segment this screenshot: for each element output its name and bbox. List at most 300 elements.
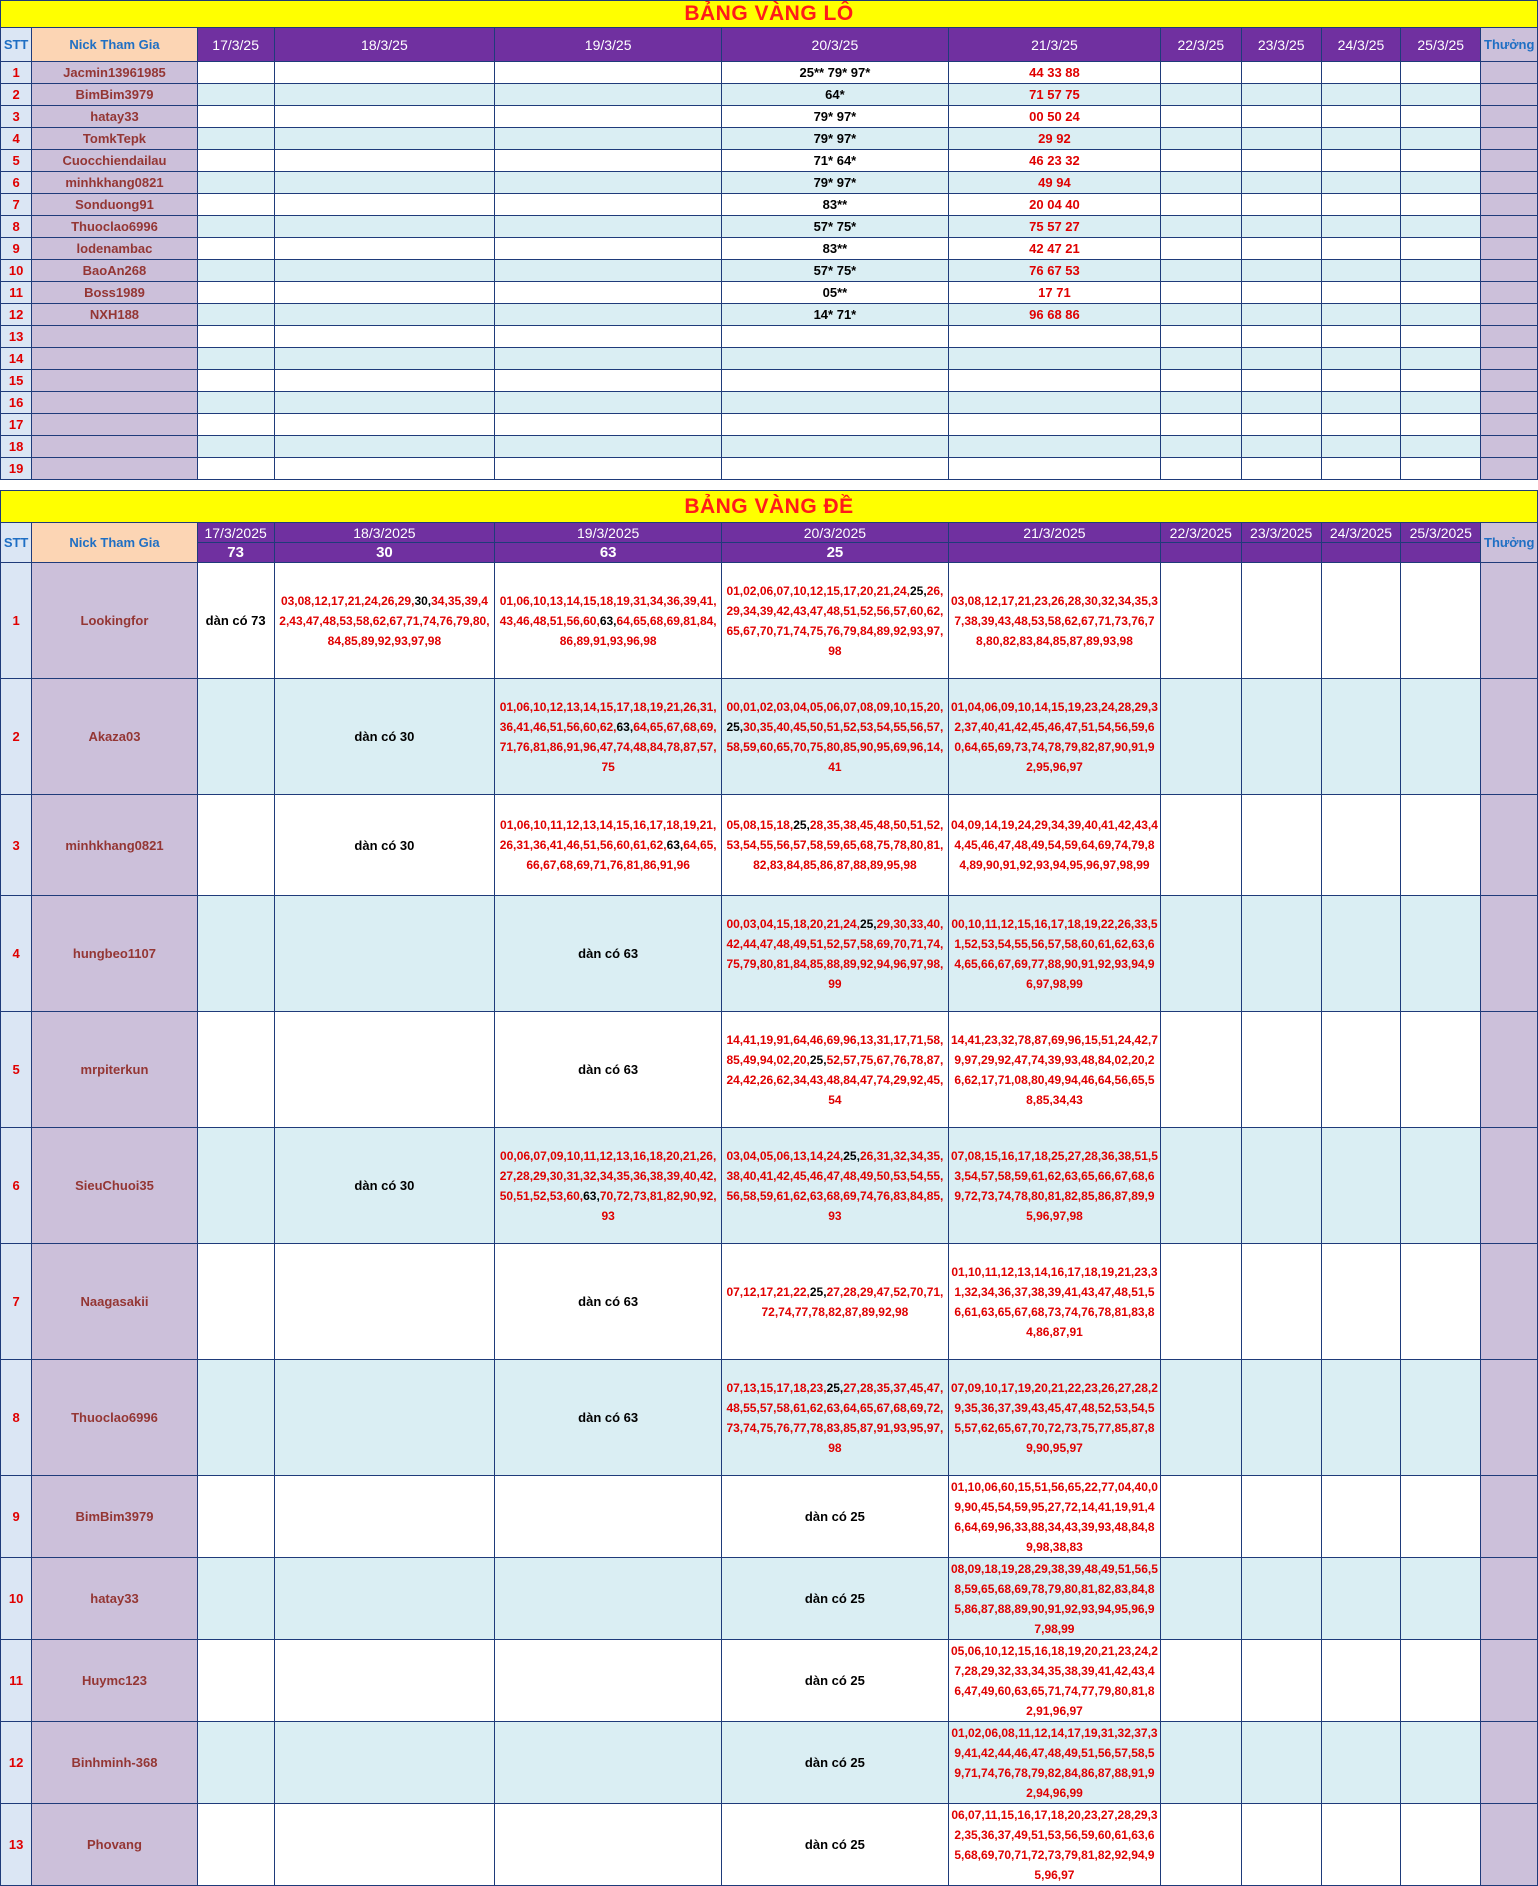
de-number: 94, xyxy=(1131,1847,1148,1862)
de-number: 57, xyxy=(926,719,944,734)
de-number: 42, xyxy=(1134,1032,1152,1047)
de-number: 42, xyxy=(1014,719,1032,734)
de-number: 81, xyxy=(683,613,700,628)
de-number: 74, xyxy=(422,613,440,628)
lo-row-cell xyxy=(495,392,722,414)
de-number: 21, xyxy=(776,1284,794,1299)
de-number: 15, xyxy=(776,916,794,931)
lo-row-pick-20 xyxy=(722,326,949,348)
de-number: 01, xyxy=(950,699,968,714)
de-number: 85, xyxy=(954,1581,1155,1616)
lo-row-prize xyxy=(1481,194,1538,216)
de-number: 04, xyxy=(793,699,810,714)
lo-row-cell xyxy=(1401,128,1481,150)
de-number: 67, xyxy=(666,719,684,734)
de-number: 19, xyxy=(1017,1380,1035,1395)
de-number: 87, xyxy=(683,739,700,754)
de-number: 23, xyxy=(1084,1807,1101,1822)
de-number: 73, xyxy=(1064,1420,1082,1435)
de-number: 13, xyxy=(1017,1264,1035,1279)
de-number: 23, xyxy=(1134,1264,1151,1279)
lo-row-cell xyxy=(1241,238,1321,260)
de-number: 68, xyxy=(1131,1168,1148,1183)
de-number: 84, xyxy=(793,956,810,971)
de-number: 64, xyxy=(843,1400,860,1415)
de-number: 98, xyxy=(1044,1621,1062,1636)
de-number: 95, xyxy=(910,1420,927,1435)
lo-row-nick xyxy=(32,458,198,480)
de-number: 39, xyxy=(1047,1284,1065,1299)
de-number: 38, xyxy=(843,818,860,832)
de-number: 93 xyxy=(828,1208,842,1223)
de-number: 48, xyxy=(633,739,650,754)
de-row xyxy=(1,1640,1538,1722)
de-number: 14, xyxy=(1081,1499,1098,1514)
de-number: 51, xyxy=(516,1188,534,1203)
de-number: 40, xyxy=(981,719,998,734)
de-number: 28, xyxy=(1134,1380,1152,1395)
de-number: 29, xyxy=(954,1380,1158,1415)
de-number: 21, xyxy=(666,699,684,714)
lo-row-cell xyxy=(1161,436,1241,458)
de-number: 43, xyxy=(793,603,810,618)
de-number: 52, xyxy=(826,1052,844,1067)
de-number: 46, xyxy=(1081,1072,1098,1087)
de-number: 89, xyxy=(1026,1519,1155,1554)
de-number: 61, xyxy=(1031,1168,1048,1183)
de-number: 57, xyxy=(1114,1745,1132,1760)
de-number: 19, xyxy=(1084,916,1101,931)
de-row-dan-note: dàn có 25 xyxy=(722,1476,949,1558)
de-number: 56, xyxy=(1114,719,1132,734)
de-row-cell xyxy=(274,1722,495,1804)
de-number: 60, xyxy=(583,719,600,734)
de-number: 51, xyxy=(1134,1148,1152,1163)
de-number: 31, xyxy=(699,699,717,714)
de-number: 74, xyxy=(1031,739,1048,754)
de-number: 96, xyxy=(1086,858,1103,872)
de-number: 38, xyxy=(1117,1148,1135,1163)
de-number: 11, xyxy=(984,916,1001,931)
de-number: 15, xyxy=(1084,1032,1102,1047)
de-number: 69, xyxy=(826,1032,844,1047)
de-number: 19, xyxy=(1001,818,1018,832)
de-number: 30, xyxy=(1084,593,1102,608)
de-number: 03, xyxy=(726,1148,744,1163)
de-number: 41, xyxy=(516,719,534,734)
de-number: 96, xyxy=(583,739,600,754)
de-number: 37, xyxy=(893,1380,910,1395)
lo-row-cell xyxy=(274,304,495,326)
de-number: 79, xyxy=(1097,1683,1115,1698)
de-number: 89, xyxy=(1014,1601,1032,1616)
de-number: 29, xyxy=(533,1168,550,1183)
de-number: 83, xyxy=(1114,1581,1132,1596)
de-row-cell xyxy=(1401,1244,1481,1360)
de-row-prize xyxy=(1481,1012,1538,1128)
de-number: 37, xyxy=(964,719,982,734)
de-header-prize: Thưởng xyxy=(1481,523,1538,563)
de-number: 98, xyxy=(1119,858,1137,872)
lo-row-cell xyxy=(1241,62,1321,84)
de-number: 24, xyxy=(1134,1643,1152,1658)
de-number: 85, xyxy=(926,1188,944,1203)
lo-row-cell xyxy=(197,348,274,370)
de-number: 13, xyxy=(549,593,567,608)
de-number: 21, xyxy=(1051,1380,1068,1395)
de-number: 48, xyxy=(726,1400,744,1415)
de-number: 65, xyxy=(776,739,794,754)
lo-row-pick-20: 79* 97* xyxy=(722,106,949,128)
de-number: 31, xyxy=(1100,1725,1118,1740)
lo-row-cell xyxy=(1161,282,1241,304)
lo-row xyxy=(1,260,1538,282)
de-result xyxy=(948,543,1160,563)
de-number: 69, xyxy=(954,1168,1155,1203)
de-number: 05, xyxy=(759,1148,777,1163)
de-number: 15, xyxy=(826,583,844,598)
de-number: 36, xyxy=(981,1400,998,1415)
lo-row-nick xyxy=(32,326,198,348)
de-number: 29, xyxy=(893,1072,910,1087)
de-number: 51, xyxy=(1034,1479,1052,1494)
lo-row-stt: 4 xyxy=(1,128,32,150)
lo-row-cell xyxy=(1321,282,1400,304)
de-number: 26, xyxy=(381,593,398,608)
de-number: 61, xyxy=(793,1400,810,1415)
de-number: 82, xyxy=(753,858,770,872)
lo-row-cell xyxy=(495,326,722,348)
de-number: 17, xyxy=(649,818,667,832)
de-number: 69, xyxy=(699,719,717,734)
de-number: 48, xyxy=(1047,1745,1065,1760)
lo-row-cell xyxy=(1401,172,1481,194)
de-row-cell xyxy=(495,1558,722,1640)
de-number: 73, xyxy=(633,1188,650,1203)
de-number: 87, xyxy=(1114,1188,1132,1203)
lo-row-cell xyxy=(1161,172,1241,194)
de-number: 17, xyxy=(1001,593,1018,608)
de-number: 83, xyxy=(893,1188,910,1203)
de-number: 80, xyxy=(1114,1683,1132,1698)
lo-board xyxy=(0,0,1538,480)
de-number: 51, xyxy=(954,916,1158,951)
de-number: 15, xyxy=(984,1148,1002,1163)
de-number: 98, xyxy=(1052,976,1070,991)
de-number: 19, xyxy=(1100,1264,1118,1279)
lo-row-cell xyxy=(1321,84,1400,106)
lo-row-cell xyxy=(1401,370,1481,392)
de-row xyxy=(1,1128,1538,1244)
lo-row-cell xyxy=(1321,238,1400,260)
de-number: 88, xyxy=(1114,1765,1132,1780)
de-number: 93, xyxy=(910,623,927,638)
de-number: 32, xyxy=(1001,1032,1018,1047)
de-number: 71, xyxy=(776,623,794,638)
lo-row-cell xyxy=(1321,260,1400,282)
de-row-prize xyxy=(1481,1640,1538,1722)
lo-row-cell xyxy=(1161,370,1241,392)
de-number: 67, xyxy=(1081,613,1098,628)
de-number: 70, xyxy=(893,936,910,951)
de-number: 28, xyxy=(1017,1561,1035,1576)
de-number: 60, xyxy=(1097,1827,1115,1842)
de-number: 57, xyxy=(843,1052,860,1067)
de-number: 33, xyxy=(910,916,927,931)
lo-row-cell xyxy=(274,128,495,150)
de-number: 84, xyxy=(327,633,345,648)
de-number: 93, xyxy=(1097,1519,1115,1534)
de-number: 25, xyxy=(826,1380,844,1395)
lo-row-cell xyxy=(1241,304,1321,326)
de-number: 24, xyxy=(1117,1032,1135,1047)
de-row-prize xyxy=(1481,1476,1538,1558)
de-number: 25, xyxy=(843,1148,860,1163)
de-number: 08, xyxy=(297,593,315,608)
de-number: 34, xyxy=(431,593,448,608)
lo-row-cell xyxy=(274,370,495,392)
de-row-nick: Binhminh-368 xyxy=(32,1722,198,1804)
de-number: 51, xyxy=(843,603,860,618)
de-number: 71, xyxy=(406,613,423,628)
de-number: 76, xyxy=(876,1188,894,1203)
de-row-cell xyxy=(1161,1360,1241,1476)
de-number: 69, xyxy=(876,936,894,951)
de-row-number-set xyxy=(948,1804,1160,1886)
de-number: 47, xyxy=(997,838,1015,852)
de-number: 54, xyxy=(910,1168,927,1183)
de-number: 66, xyxy=(981,956,998,971)
de-row-stt: 1 xyxy=(1,563,32,679)
de-number: 33, xyxy=(1134,916,1151,931)
de-number: 48, xyxy=(843,1168,860,1183)
de-number: 52, xyxy=(533,1188,550,1203)
de-number: 87, xyxy=(1052,1324,1070,1339)
de-number: 68, xyxy=(826,1188,844,1203)
de-result xyxy=(1161,543,1241,563)
de-number: 70, xyxy=(910,1284,927,1299)
de-header-date: 20/3/2025 xyxy=(722,523,949,543)
de-number: 76, xyxy=(893,1052,910,1067)
de-number: 46, xyxy=(516,613,534,628)
de-title: BẢNG VÀNG ĐỀ xyxy=(1,491,1538,523)
de-number: 29, xyxy=(876,916,894,931)
lo-row-nick: TomkTepk xyxy=(32,128,198,150)
de-number: 81, xyxy=(626,858,644,872)
lo-row-nick: BimBim3979 xyxy=(32,84,198,106)
de-number: 53, xyxy=(893,1168,910,1183)
de-result-row xyxy=(1,543,1538,563)
lo-row-prize xyxy=(1481,84,1538,106)
de-header-date: 22/3/2025 xyxy=(1161,523,1241,543)
lo-row-pick-21: 49 94 xyxy=(948,172,1160,194)
lo-row-cell xyxy=(1241,282,1321,304)
de-number: 74, xyxy=(859,1188,877,1203)
de-number: 57, xyxy=(843,936,860,951)
de-number: 18, xyxy=(666,818,683,832)
de-number: 75, xyxy=(726,956,744,971)
de-row-number-set xyxy=(948,1476,1160,1558)
de-number: 04, xyxy=(967,699,985,714)
de-row-number-set xyxy=(722,1128,949,1244)
de-number: 47, xyxy=(1014,1052,1032,1067)
de-row-cell xyxy=(1321,1360,1400,1476)
de-number: 78, xyxy=(976,613,1155,648)
lo-row-pick-21: 76 67 53 xyxy=(948,260,1160,282)
lo-row-cell xyxy=(1241,458,1321,480)
de-number: 53, xyxy=(726,838,744,852)
de-number: 50, xyxy=(499,1188,517,1203)
de-number: 58, xyxy=(776,1400,794,1415)
de-header-date: 24/3/2025 xyxy=(1321,523,1400,543)
de-row xyxy=(1,1558,1538,1640)
de-number: 73, xyxy=(1047,1304,1065,1319)
lo-row-cell xyxy=(495,304,722,326)
de-number: 20, xyxy=(1034,1380,1052,1395)
de-number: 35, xyxy=(1134,593,1152,608)
lo-row-nick xyxy=(32,348,198,370)
de-row-cell xyxy=(197,1640,274,1722)
de-row-cell xyxy=(1321,1804,1400,1886)
lo-row-cell xyxy=(1321,348,1400,370)
de-number: 56, xyxy=(1031,936,1048,951)
de-number: 37, xyxy=(954,593,1158,628)
de-row xyxy=(1,1244,1538,1360)
de-number: 86, xyxy=(1097,1188,1115,1203)
de-number: 38, xyxy=(1031,1284,1048,1299)
de-number: 87, xyxy=(1131,1420,1148,1435)
lo-row-cell xyxy=(1161,326,1241,348)
de-number: 18, xyxy=(599,593,617,608)
de-number: 19, xyxy=(1067,1643,1085,1658)
de-number: 65, xyxy=(954,1827,1155,1862)
de-number: 43, xyxy=(1134,818,1152,832)
de-number: 87, xyxy=(1097,1765,1115,1780)
de-row-cell xyxy=(1401,1804,1481,1886)
de-number: 42, xyxy=(1114,1663,1132,1678)
de-number: 01, xyxy=(726,583,744,598)
de-number: 50, xyxy=(809,719,827,734)
de-number: 43, xyxy=(1064,1519,1082,1534)
de-number: 63, xyxy=(809,1188,827,1203)
lo-row xyxy=(1,84,1538,106)
de-number: 26, xyxy=(954,1052,1155,1087)
de-row-cell xyxy=(1241,563,1321,679)
lo-header-date: 19/3/25 xyxy=(495,28,722,62)
de-number: 51, xyxy=(1101,1032,1118,1047)
de-number: 52, xyxy=(859,603,877,618)
de-row-prize xyxy=(1481,1128,1538,1244)
lo-row-cell xyxy=(197,370,274,392)
de-number: 89, xyxy=(361,633,378,648)
de-number: 47, xyxy=(809,603,827,618)
de-number: 65, xyxy=(843,838,860,852)
de-number: 18, xyxy=(1034,1148,1052,1163)
de-number: 84, xyxy=(1131,1581,1148,1596)
de-number: 97, xyxy=(1052,1208,1070,1223)
de-row-stt: 11 xyxy=(1,1640,32,1722)
de-number: 77, xyxy=(794,1304,812,1319)
de-header-date: 19/3/2025 xyxy=(495,523,722,543)
de-row-cell xyxy=(495,1722,722,1804)
de-number: 36, xyxy=(499,719,517,734)
de-number: 98 xyxy=(828,643,842,658)
lo-row-stt: 1 xyxy=(1,62,32,84)
de-number: 69, xyxy=(576,858,594,872)
de-row-cell xyxy=(1321,1244,1400,1360)
de-number: 26, xyxy=(859,1148,877,1163)
de-number: 47, xyxy=(759,936,777,951)
de-number: 06, xyxy=(951,1807,968,1822)
de-row-nick: Naagasakii xyxy=(32,1244,198,1360)
de-number: 84, xyxy=(786,858,804,872)
de-number: 91 xyxy=(1069,1324,1083,1339)
de-number: 35, xyxy=(964,1827,982,1842)
de-number: 79, xyxy=(1064,1847,1082,1862)
lo-row-prize xyxy=(1481,216,1538,238)
de-number: 62, xyxy=(1064,613,1082,628)
de-number: 48, xyxy=(322,613,340,628)
lo-row xyxy=(1,436,1538,458)
de-number: 56, xyxy=(876,603,894,618)
de-number: 32, xyxy=(893,1148,910,1163)
lo-row-cell xyxy=(1401,216,1481,238)
de-number: 90, xyxy=(1036,1440,1053,1455)
de-number: 49, xyxy=(793,936,810,951)
lo-row-cell xyxy=(1161,106,1241,128)
lo-row-cell xyxy=(495,216,722,238)
de-number: 92, xyxy=(1097,956,1115,971)
de-number: 25, xyxy=(809,1052,827,1067)
de-number: 59, xyxy=(759,1188,777,1203)
de-number: 51, xyxy=(1117,1561,1135,1576)
de-number: 58, xyxy=(859,936,877,951)
de-number: 12, xyxy=(984,593,1002,608)
de-row-nick: BimBim3979 xyxy=(32,1476,198,1558)
de-number: 17, xyxy=(759,1284,777,1299)
de-number: 19, xyxy=(1114,1499,1132,1514)
de-number: 77, xyxy=(793,1420,810,1435)
lo-row-cell xyxy=(1321,304,1400,326)
de-number: 13, xyxy=(616,1148,633,1163)
de-number: 22, xyxy=(1067,1380,1085,1395)
de-number: 97, xyxy=(964,1052,982,1067)
de-number: 73, xyxy=(1047,1847,1065,1862)
de-number: 62, xyxy=(372,613,390,628)
de-number: 31, xyxy=(633,593,650,608)
de-row-number-set xyxy=(948,563,1160,679)
de-number: 56, xyxy=(1051,1479,1068,1494)
lo-row-cell xyxy=(274,348,495,370)
de-number: 18, xyxy=(984,1561,1002,1576)
de-number: 07, xyxy=(843,699,860,714)
de-number: 29, xyxy=(397,593,415,608)
de-number: 41, xyxy=(743,1032,760,1047)
de-number: 76, xyxy=(776,1420,794,1435)
de-number: 42, xyxy=(776,603,794,618)
de-row-nick: mrpiterkun xyxy=(32,1012,198,1128)
de-number: 14, xyxy=(950,1032,968,1047)
de-number: 57, xyxy=(1047,936,1065,951)
de-row-dan-note: dàn có 63 xyxy=(495,1360,722,1476)
de-number: 89, xyxy=(876,623,894,638)
de-number: 53, xyxy=(1114,1400,1132,1415)
de-number: 39, xyxy=(1081,1663,1098,1678)
lo-row-cell xyxy=(274,282,495,304)
de-row-number-set xyxy=(274,563,495,679)
de-number: 68, xyxy=(649,613,667,628)
de-number: 65, xyxy=(997,1304,1015,1319)
